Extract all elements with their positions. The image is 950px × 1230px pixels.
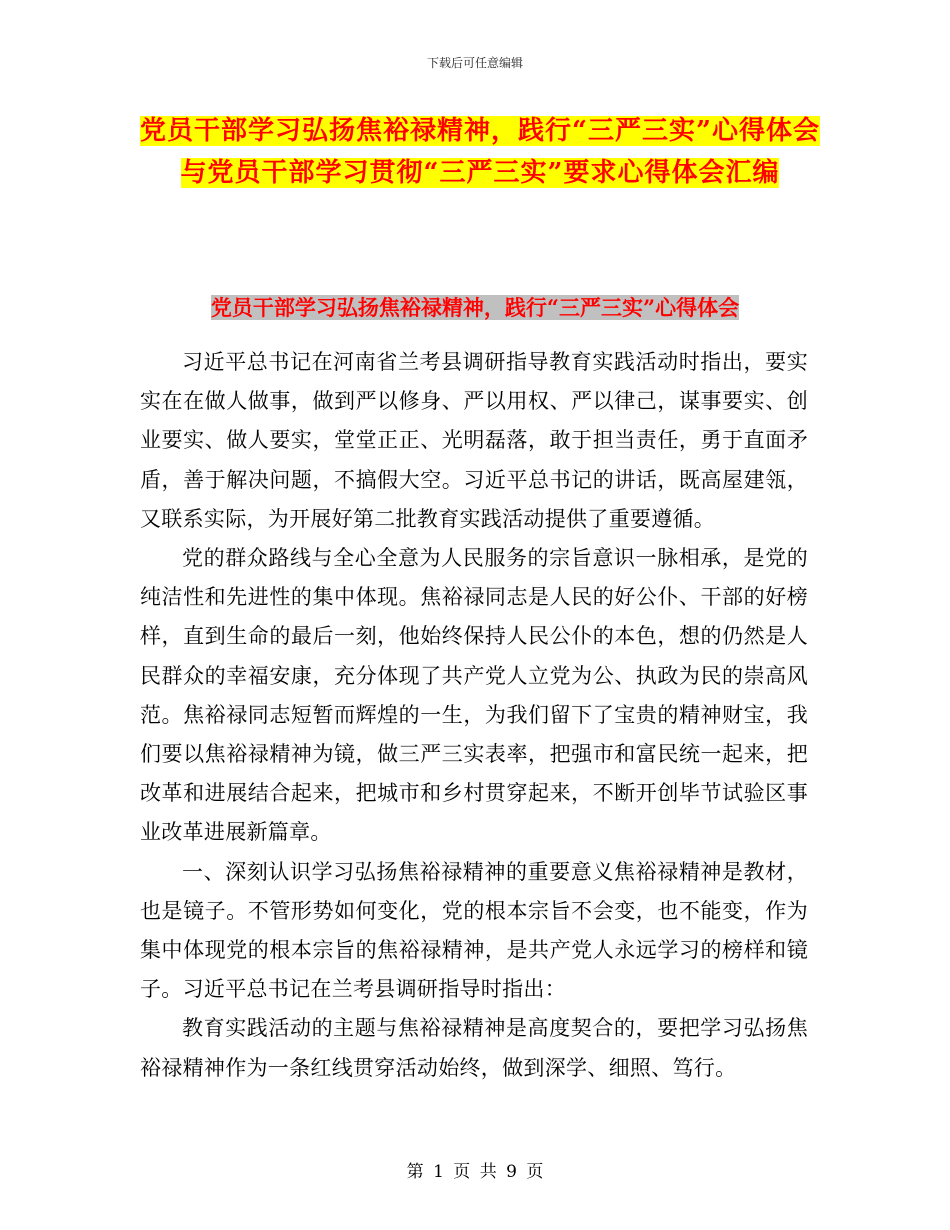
body-paragraph: 一、深刻认识学习弘扬焦裕禄精神的重要意义焦裕禄精神是教材，也是镜子。不管形势如何变化，党的根本宗旨不会变，也不能变，作为集中体现党的根本宗旨的焦裕禄精神，是共产党人永远学习的榜样和镜子。习近平总书记在兰考县调研指导时指出：	[140, 859, 808, 1002]
body-paragraph: 习近平总书记在河南省兰考县调研指导教育实践活动时指出，要实实在在做人做事，做到严以修身、严以用权、严以律己，谋事要实、创业要实、做人要实，堂堂正正、光明磊落，敢于担当责任，勇于直面矛盾，善于解决问题，不搞假大空。习近平总书记的讲话，既高屋建瓴，又联系实际，为开展好第二批教育实践活动提供了重要遵循。	[140, 350, 808, 531]
document-body	[140, 343, 808, 1088]
document-title	[140, 110, 820, 194]
document-title-text: 党员干部学习弘扬焦裕禄精神，践行“三严三实”心得体会与党员干部学习贯彻“三严三实”要求心得体会汇编	[140, 116, 820, 188]
section-title	[0, 293, 950, 323]
page-header-note: 下载后可任意编辑	[426, 56, 523, 70]
section-title-text: 党员干部学习弘扬焦裕禄精神，践行“三严三实”心得体会	[210, 295, 740, 320]
body-paragraph: 教育实践活动的主题与焦裕禄精神是高度契合的，要把学习弘扬焦裕禄精神作为一条红线贯穿活动始终，做到深学、细照、笃行。	[140, 1016, 808, 1080]
body-paragraph: 党的群众路线与全心全意为人民服务的宗旨意识一脉相承，是党的纯洁性和先进性的集中体现。焦裕禄同志是人民的好公仆、干部的好榜样，直到生命的最后一刻，他始终保持人民公仆的本色，想的仍然是人民群众的幸福安康，充分体现了共产党人立党为公、执政为民的崇高风范。焦裕禄同志短暂而辉煌的一生，为我们留下了宝贵的精神财宝，我们要以焦裕禄精神为镜，做三严三实表率，把强市和富民统一起来，把改革和进展结合起来，把城市和乡村贯穿起来，不断开创毕节试验区事业改革进展新篇章。	[140, 546, 808, 845]
page-number: 第 1 页 共 9 页	[406, 1162, 544, 1182]
